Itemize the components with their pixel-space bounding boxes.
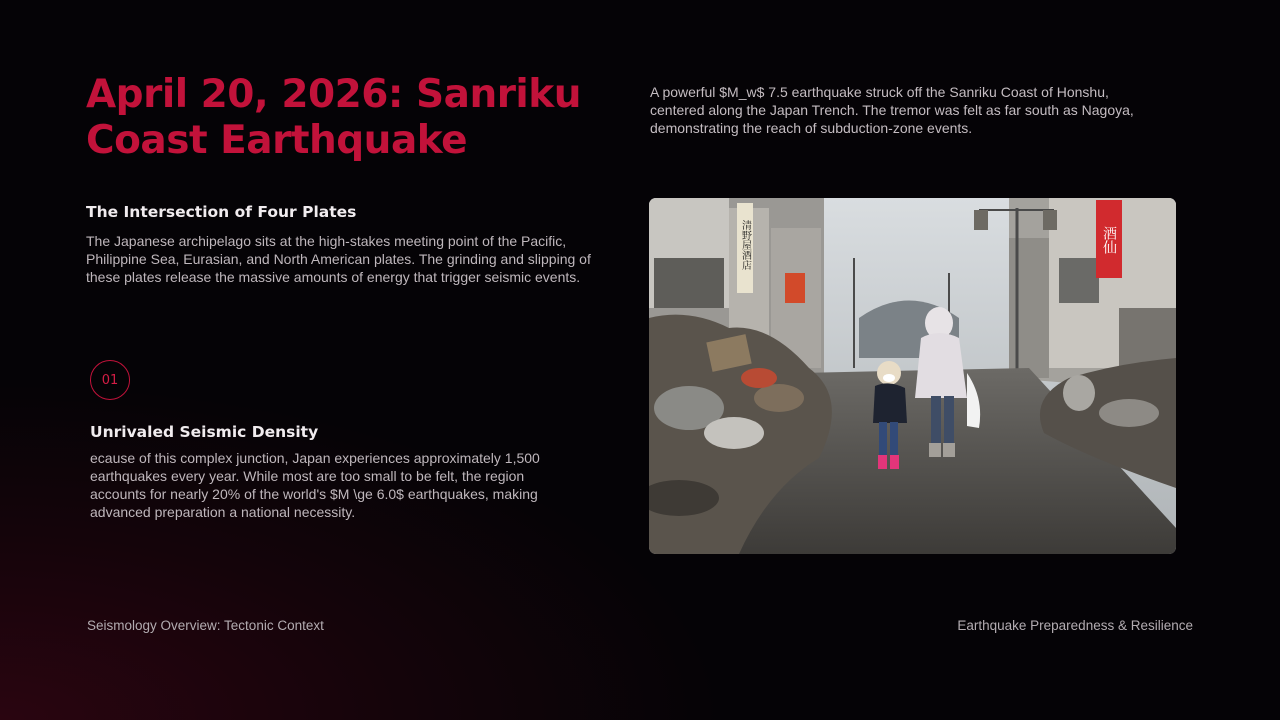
plates-body: The Japanese archipelago sits at the high-stakes meeting point of the Pacific, Philippine Sea, Eurasian, and North American plates. The grinding and slipping of these plates release the massive amounts of energy that trigger seismic events.: [86, 233, 591, 285]
footer-left: Seismology Overview: Tectonic Context: [87, 618, 324, 633]
density-body: ecause of this complex junction, Japan experiences approximately 1,500 earthquakes every year. While most are too small to be felt, the region accounts for nearly 20% of the world's $M \ge 6.0$ earthquakes, making advanced preparation a national necessity.: [90, 450, 540, 520]
footer-right: Earthquake Preparedness & Resilience: [957, 618, 1193, 633]
density-heading: Unrivaled Seismic Density: [90, 423, 319, 441]
section-number-badge: 01: [90, 360, 130, 400]
earthquake-aftermath-photo: [649, 198, 1176, 554]
red-sign: [785, 273, 805, 303]
plates-heading: The Intersection of Four Plates: [86, 203, 357, 221]
shop-sign-right-text: 酒仙: [1101, 226, 1117, 254]
shop-sign-left-text: 清野屋酒店: [739, 220, 751, 270]
intro-paragraph: A powerful $M_w$ 7.5 earthquake struck off the Sanriku Coast of Honshu, centered along the Japan Trench. The tremor was felt as far south as Nagoya, demonstrating the reach of subduction-zone events.: [650, 84, 1134, 136]
slide-title: April 20, 2026: Sanriku Coast Earthquake: [86, 72, 582, 163]
